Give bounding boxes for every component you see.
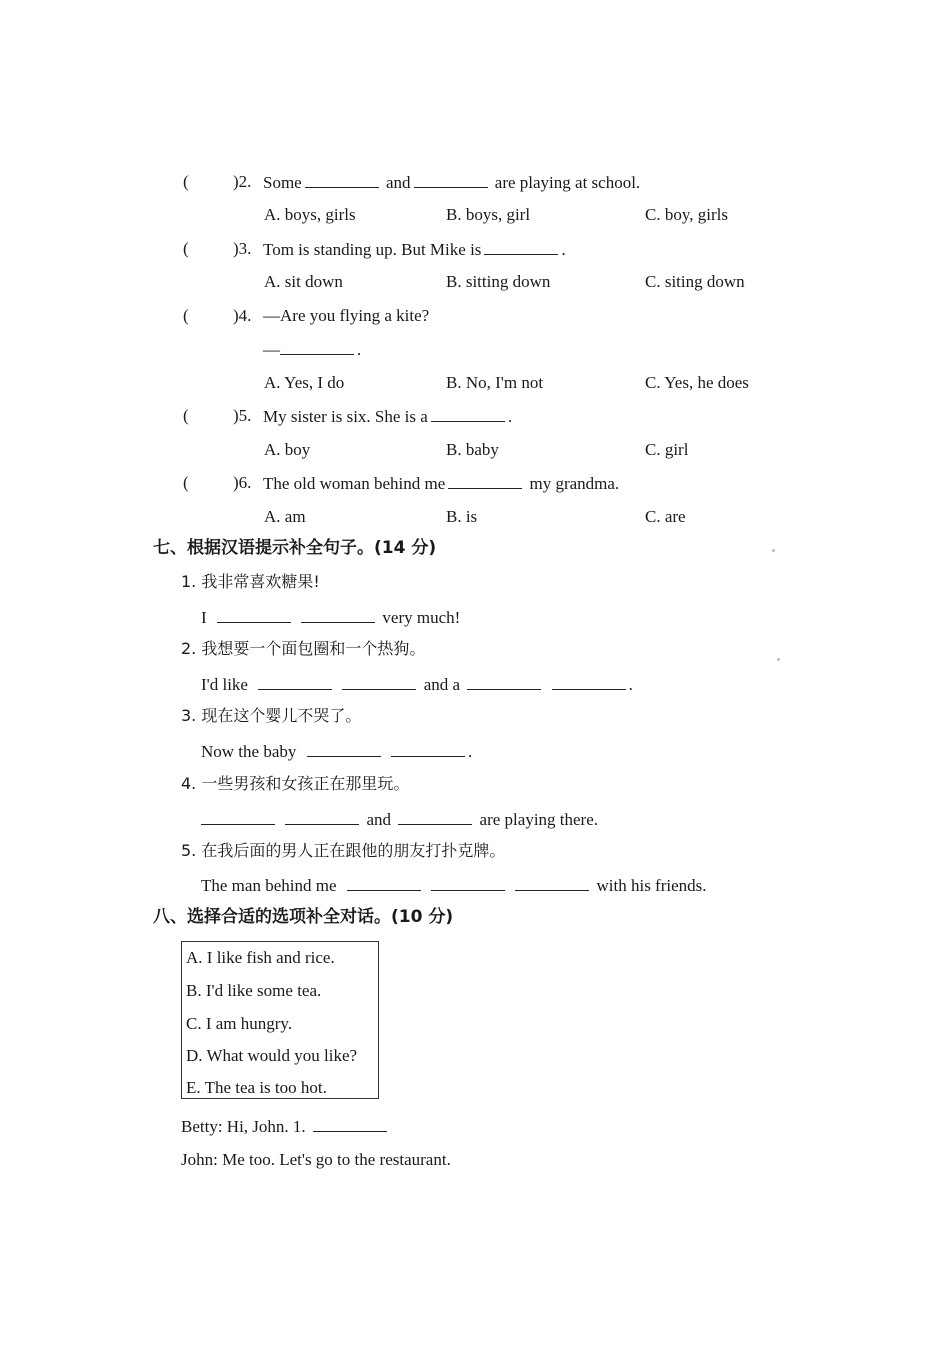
scan-speck <box>777 658 780 661</box>
prompt-5-chinese: 5. 在我后面的男人正在跟他的朋友打扑克牌。 <box>181 841 506 860</box>
option-a: A. Yes, I do <box>264 373 345 392</box>
option-e: E. The tea is too hot. <box>186 1078 327 1097</box>
answer-paren-open: ( <box>183 239 189 258</box>
section-8-heading: 八、选择合适的选项补全对话。(10 分) <box>153 907 454 927</box>
option-b: B. boys, girl <box>446 205 531 224</box>
option-c: C. siting down <box>645 272 745 291</box>
prompt-1-chinese: 1. 我非常喜欢糖果! <box>181 572 320 591</box>
question-stem: Tom is standing up. But Mike is . <box>263 240 566 259</box>
prompt-3-chinese: 3. 现在这个婴儿不哭了。 <box>181 706 362 725</box>
answer-blank[interactable] <box>217 608 291 623</box>
question-number: )5. <box>233 406 252 425</box>
answer-blank[interactable] <box>431 407 505 422</box>
section-7-heading: 七、根据汉语提示补全句子。(14 分) <box>153 538 437 558</box>
question-stem: Some and are playing at school. <box>263 173 641 192</box>
option-c: C. Yes, he does <box>645 373 749 392</box>
prompt-2-english: I'd like and a . <box>201 675 633 694</box>
answer-blank[interactable] <box>313 1117 387 1132</box>
option-a: A. boy <box>264 440 311 459</box>
question-number: )2. <box>233 172 252 191</box>
option-a: A. sit down <box>264 272 343 291</box>
prompt-5-english: The man behind me with his friends. <box>201 876 707 895</box>
option-c: C. are <box>645 507 686 526</box>
option-b: B. baby <box>446 440 499 459</box>
answer-paren-open: ( <box>183 473 189 492</box>
answer-blank[interactable] <box>342 675 416 690</box>
answer-blank[interactable] <box>301 608 375 623</box>
answer-line: — . <box>263 340 362 359</box>
answer-paren-open: ( <box>183 306 189 325</box>
answer-blank[interactable] <box>347 876 421 891</box>
answer-blank[interactable] <box>552 675 626 690</box>
option-c: C. boy, girls <box>645 205 728 224</box>
answer-blank[interactable] <box>484 240 558 255</box>
answer-paren-open: ( <box>183 406 189 425</box>
dialogue-line-2: John: Me too. Let's go to the restaurant. <box>181 1150 451 1169</box>
prompt-1-english: I very much! <box>201 608 461 627</box>
question-number: )4. <box>233 306 252 325</box>
scan-speck <box>772 549 775 552</box>
option-b: B. sitting down <box>446 272 551 291</box>
option-a: A. boys, girls <box>264 205 356 224</box>
prompt-3-english: Now the baby . <box>201 742 473 761</box>
question-stem: The old woman behind me my grandma. <box>263 474 620 493</box>
option-b: B. is <box>446 507 478 526</box>
option-d: D. What would you like? <box>186 1046 358 1065</box>
answer-blank[interactable] <box>280 340 354 355</box>
answer-blank[interactable] <box>391 742 465 757</box>
option-a: A. am <box>264 507 306 526</box>
options-box <box>181 941 379 1099</box>
question-number: )6. <box>233 473 252 492</box>
option-b: B. I'd like some tea. <box>186 981 322 1000</box>
answer-paren-open: ( <box>183 172 189 191</box>
answer-blank[interactable] <box>515 876 589 891</box>
prompt-4-english: and are playing there. <box>201 810 598 828</box>
answer-blank[interactable] <box>201 810 275 825</box>
option-b: B. No, I'm not <box>446 373 544 392</box>
question-stem: My sister is six. She is a . <box>263 407 513 426</box>
answer-blank[interactable] <box>414 173 488 188</box>
question-stem: —Are you flying a kite? <box>263 306 430 325</box>
question-number: )3. <box>233 239 252 258</box>
answer-blank[interactable] <box>431 876 505 891</box>
dialogue-line-1: Betty: Hi, John. 1. <box>181 1117 390 1135</box>
answer-blank[interactable] <box>307 742 381 757</box>
option-c: C. I am hungry. <box>186 1014 293 1033</box>
answer-blank[interactable] <box>398 810 472 825</box>
answer-blank[interactable] <box>285 810 359 825</box>
answer-blank[interactable] <box>448 474 522 489</box>
option-a: A. I like fish and rice. <box>186 948 335 967</box>
answer-blank[interactable] <box>258 675 332 690</box>
answer-blank[interactable] <box>467 675 541 690</box>
answer-blank[interactable] <box>305 173 379 188</box>
option-c: C. girl <box>645 440 689 459</box>
prompt-4-chinese: 4. 一些男孩和女孩正在那里玩。 <box>181 774 410 793</box>
prompt-2-chinese: 2. 我想要一个面包圈和一个热狗。 <box>181 639 426 658</box>
